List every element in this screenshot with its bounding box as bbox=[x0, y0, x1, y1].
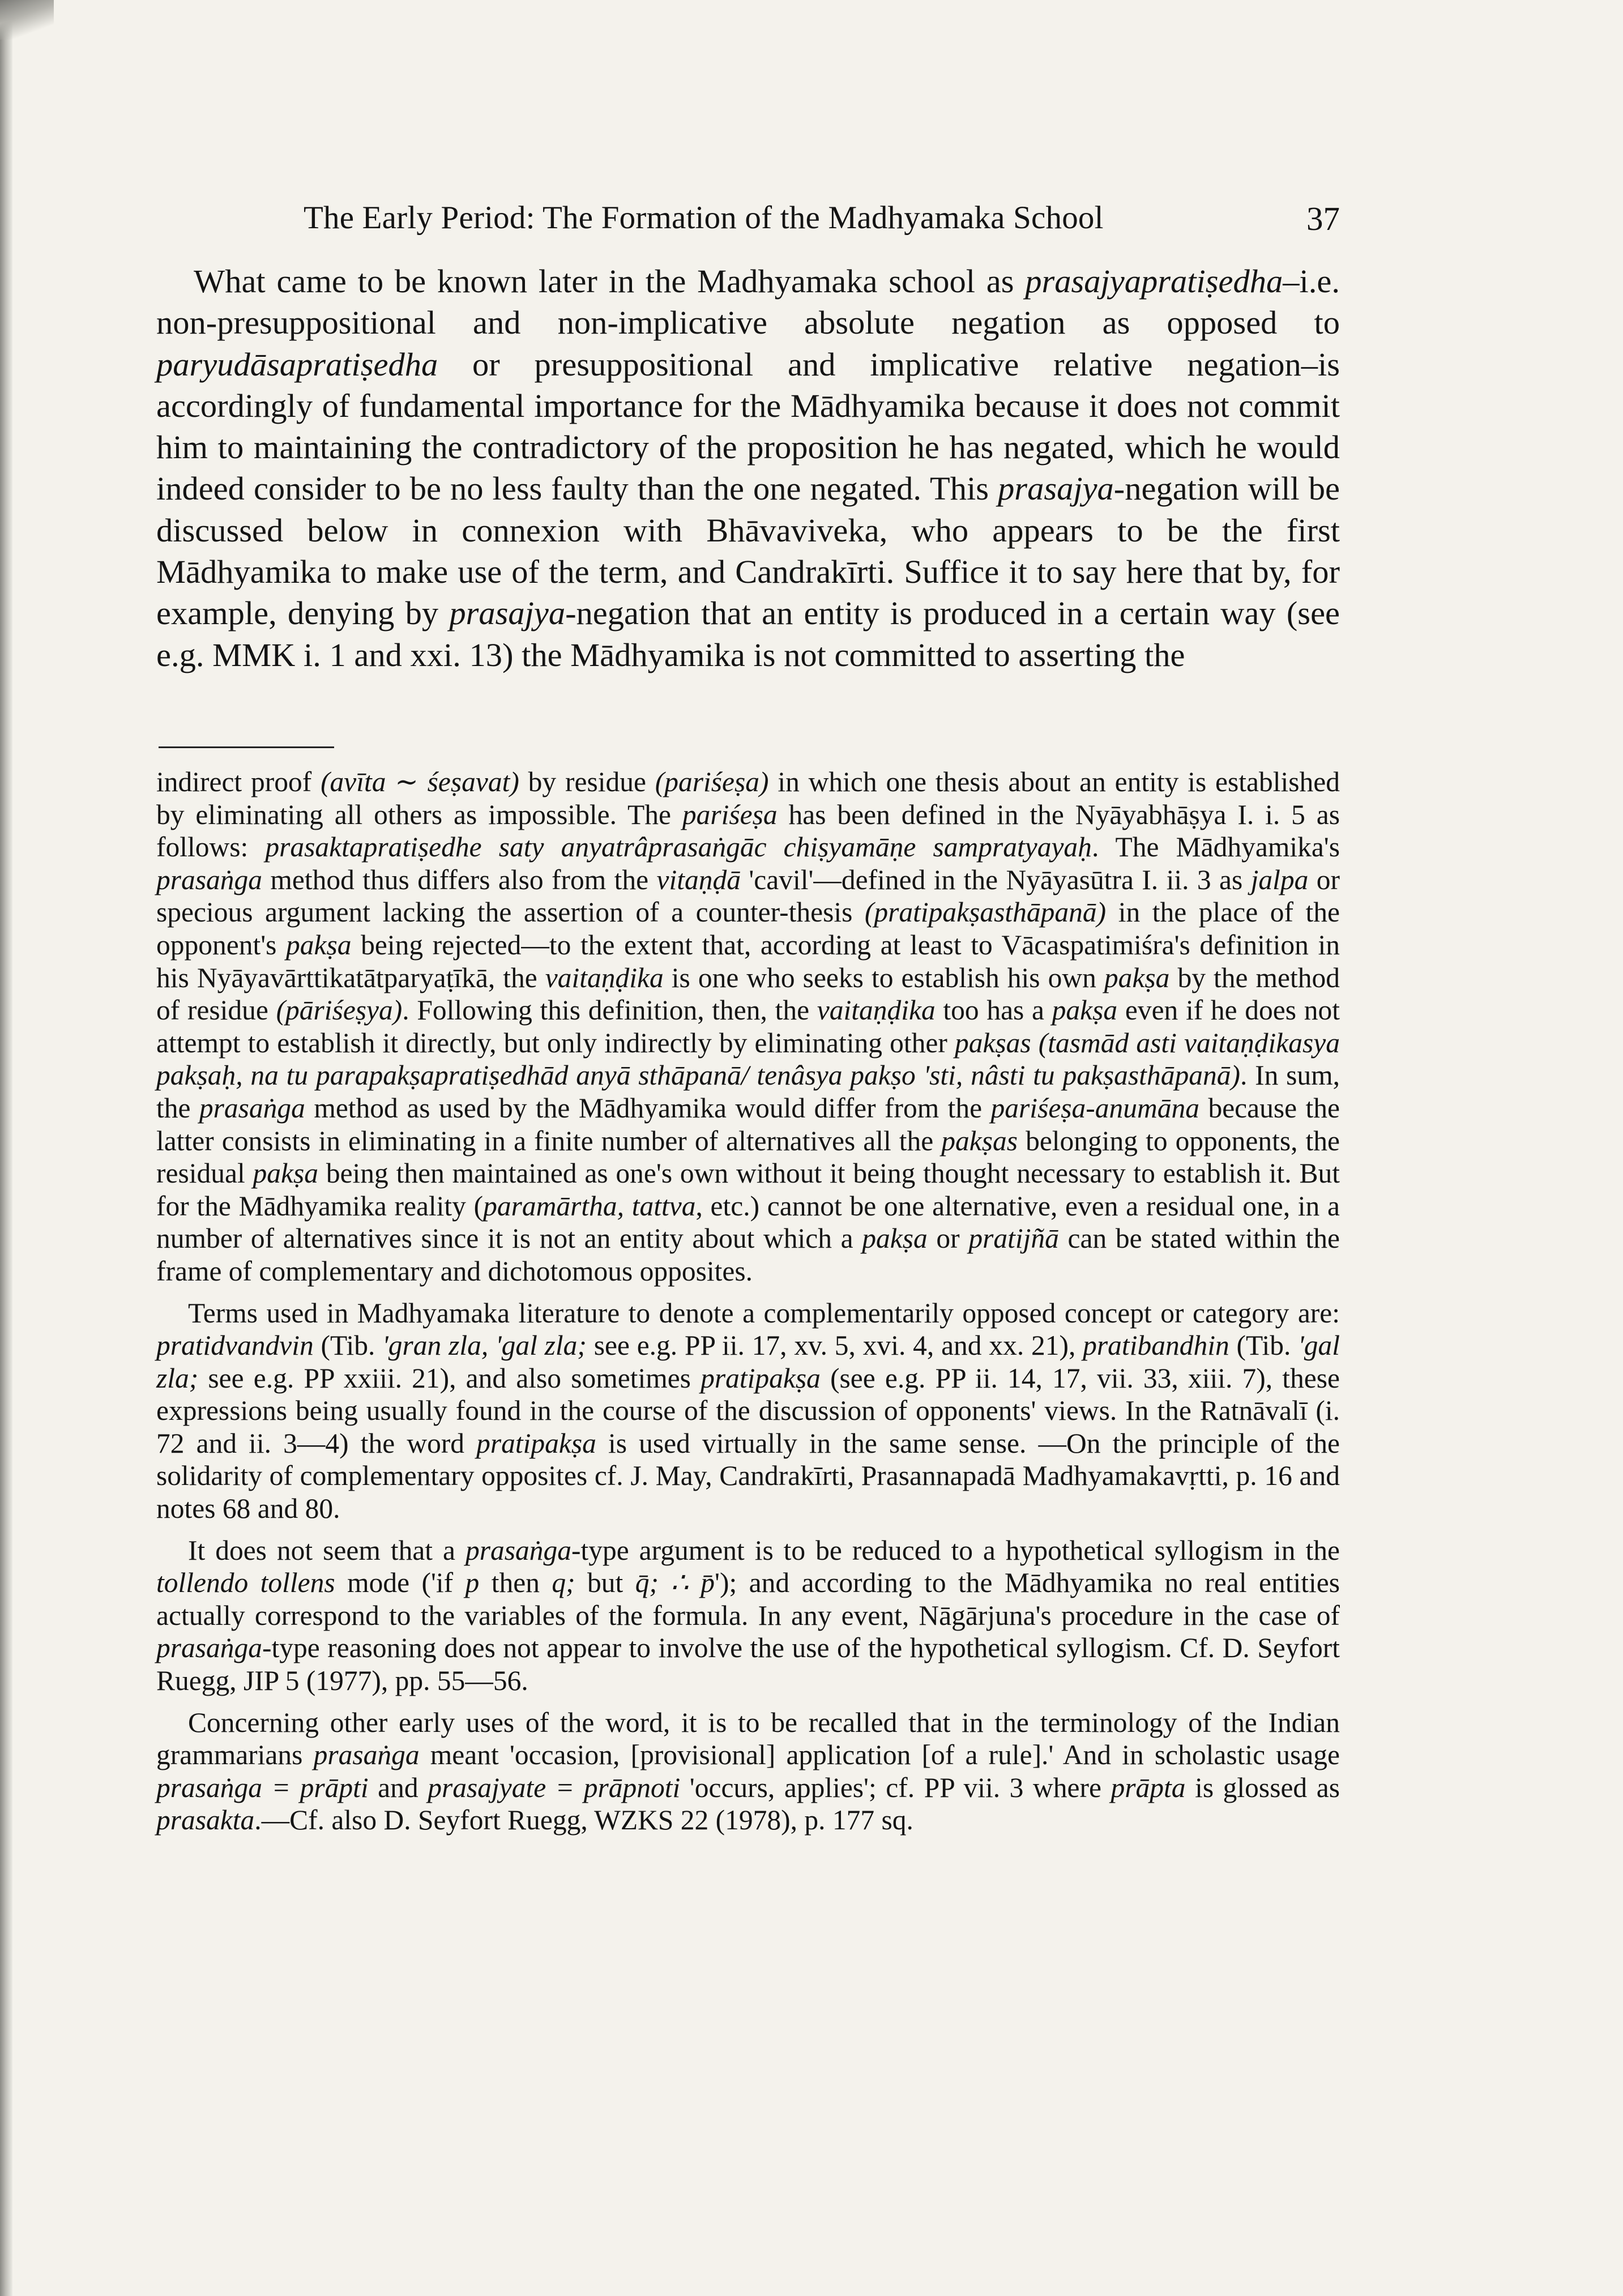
scan-page-edge bbox=[0, 0, 12, 2296]
text-run: is one who seeks to establish his own bbox=[663, 962, 1104, 993]
running-head bbox=[156, 199, 1340, 245]
text-run: even if he does not attempt to establish it directly, but only indirectly by eliminating other bbox=[156, 995, 1340, 1059]
footnotes bbox=[156, 766, 1340, 1846]
italic-text: pakṣas (tasmād asti vaitaṇḍikasya pakṣaḥ, na tu parapakṣapratiṣedhād anyā sthāpanā/ tenâsya pakṣo 'sti, nâsti tu pakṣasthāpanā) bbox=[156, 1027, 1340, 1091]
text-run: . The Mādhyamika's bbox=[1091, 831, 1340, 863]
text-run: -type argument is to be reduced to a hypothetical syllogism in the bbox=[571, 1534, 1340, 1566]
text-run: (Tib. bbox=[1229, 1330, 1299, 1362]
italic-text: (pāriśeṣya) bbox=[276, 995, 403, 1026]
italic-text: prasaṅga bbox=[199, 1092, 305, 1124]
text-run: then bbox=[479, 1567, 552, 1599]
text-run: and bbox=[368, 1772, 428, 1803]
text-run: but bbox=[575, 1567, 635, 1599]
footnote-divider bbox=[159, 746, 334, 748]
running-title: The Early Period: The Formation of the Madhyamaka School bbox=[304, 200, 1104, 236]
italic-text: 'gal zla; bbox=[156, 1330, 1340, 1394]
text-run: can be stated within the frame of complementary and dichotomous opposites. bbox=[156, 1223, 1340, 1287]
footnote-paragraph bbox=[156, 1706, 1340, 1837]
italic-text: prasajya bbox=[998, 470, 1114, 507]
italic-text: tollendo tollens bbox=[156, 1567, 335, 1599]
italic-text: prasajyate = prāpnoti bbox=[428, 1772, 681, 1803]
italic-text: prasakta bbox=[156, 1804, 255, 1836]
italic-text: pakṣa bbox=[286, 929, 352, 961]
italic-text: pratidvandvin bbox=[156, 1330, 314, 1362]
text-run: in the place of the opponent's bbox=[156, 897, 1340, 961]
text-run: see e.g. PP ii. 17, xv. 5, xvi. 4, and xx. 21), bbox=[586, 1330, 1083, 1362]
text-run: .—Cf. also D. Seyfort Ruegg, WZKS 22 (1978), p. 177 sq. bbox=[254, 1804, 913, 1836]
italic-text: prasaṅga bbox=[156, 1632, 263, 1664]
italic-text: q; bbox=[552, 1567, 575, 1599]
text-run: -negation will be discussed below in connexion with Bhāvaviveka, who appears to be the first Mādhyamika to make use of the term, and Candrakīrti. Suffice it to say here that by, for example, denying by bbox=[156, 470, 1340, 632]
text-run: , etc.) cannot be one alternative, even a residual one, in a number of alternatives since it is not an entity about which a bbox=[156, 1190, 1340, 1254]
text-run: It does not seem that a bbox=[188, 1534, 465, 1566]
italic-text: pariśeṣa-anumāna bbox=[990, 1092, 1200, 1124]
italic-text: paryudāsapratiṣedha bbox=[156, 345, 438, 383]
italic-text: pariśeṣa bbox=[682, 799, 778, 830]
text-run: '); and according to the Mādhyamika no real entities actually correspond to the variables of the formula. In any event, Nāgārjuna's procedure in the case of bbox=[156, 1567, 1340, 1631]
text-run: or specious argument lacking the assertion of a counter-thesis bbox=[156, 864, 1340, 928]
italic-text: p bbox=[465, 1567, 480, 1599]
text-run: is used virtually in the same sense. —On the principle of the solidarity of complementary opposites cf. J. May, Candrakīrti, Prasannapadā Madhyamakavṛtti, p. 16 and notes 68 and 80. bbox=[156, 1427, 1340, 1525]
text-run: -negation that an entity is produced in a certain way (see e.g. MMK i. 1 and xxi. 13) the Mādhyamika is not committed to asserting the bbox=[156, 595, 1340, 673]
text-run: Terms used in Madhyamaka literature to denote a complementarily opposed concept or category are: bbox=[188, 1297, 1340, 1329]
text-run: being then maintained as one's own without it being thought necessary to establish it. But for the Mādhyamika reality ( bbox=[156, 1158, 1340, 1222]
footnote-paragraph bbox=[156, 1534, 1340, 1697]
italic-text: pratipakṣa bbox=[476, 1427, 596, 1459]
text-run: mode ('if bbox=[335, 1567, 465, 1599]
italic-text: prasaktapratiṣedhe saty anyatrâprasaṅgāc chiṣyamāṇe sampratyayaḥ bbox=[265, 831, 1092, 863]
text-run: see e.g. PP xxiii. 21), and also sometimes bbox=[198, 1362, 701, 1394]
text-run: method thus differs also from the bbox=[262, 864, 657, 895]
footnote-paragraph bbox=[156, 1297, 1340, 1525]
italic-text: (pariśeṣa) bbox=[655, 766, 769, 797]
text-run: 'occurs, applies'; cf. PP vii. 3 where bbox=[680, 1772, 1111, 1803]
italic-text: prasaṅga = prāpti bbox=[156, 1772, 369, 1803]
body-text bbox=[156, 261, 1340, 676]
italic-text: pakṣa bbox=[1104, 962, 1170, 993]
italic-text: vitaṇḍā bbox=[656, 864, 741, 895]
text-run: has been defined in the Nyāyabhāṣya I. i. 5 as follows: bbox=[156, 799, 1340, 863]
italic-text: q̄; ∴ p̄ bbox=[635, 1567, 715, 1599]
page-number: 37 bbox=[1306, 200, 1340, 237]
text-run: . In sum, the bbox=[156, 1060, 1340, 1124]
text-run: or bbox=[927, 1223, 969, 1254]
italic-text: pratipakṣa bbox=[701, 1362, 821, 1394]
footnote-paragraph bbox=[156, 766, 1340, 1288]
italic-text: paramārtha, tattva bbox=[483, 1190, 696, 1222]
text-run: 'cavil'—defined in the Nyāyasūtra I. ii. 3 as bbox=[741, 864, 1251, 895]
text-run: -type reasoning does not appear to involve the use of the hypothetical syllogism. Cf. D. Seyfort Ruegg, JIP 5 (1977), pp. 55—56. bbox=[156, 1632, 1340, 1697]
text-run: indirect proof bbox=[156, 766, 321, 797]
italic-text: (pratipakṣasthāpanā) bbox=[864, 897, 1107, 928]
italic-text: pratibandhin bbox=[1083, 1330, 1229, 1362]
text-run: or presuppositional and implicative relative negation–is accordingly of fundamental importance for the Mādhyamika because it does not commit him to maintaining the contradictory of the proposition he has negated, which he would indeed consider to be no less faulty than the one negated. This bbox=[156, 345, 1340, 507]
italic-text: pakṣa bbox=[1052, 995, 1118, 1026]
text-run: by the method of residue bbox=[156, 962, 1340, 1026]
text-run: . Following this definition, then, the bbox=[402, 995, 817, 1026]
text-run: (see e.g. PP ii. 14, 17, vii. 33, xiii. 7), these expressions being usually found in the course of the discussion of opponents' views. In the Ratnāvalī (i. 72 and ii. 3—4) the word bbox=[156, 1362, 1340, 1459]
italic-text: prasajya bbox=[449, 595, 566, 632]
italic-text: (avīta ∼ śeṣavat) bbox=[321, 766, 519, 797]
italic-text: pakṣa bbox=[862, 1223, 928, 1254]
text-run: by residue bbox=[519, 766, 655, 797]
italic-text: 'gran zla, 'gal zla; bbox=[382, 1330, 587, 1362]
italic-text: prasajyapratiṣedha bbox=[1025, 263, 1283, 300]
text-run: meant 'occasion, [provisional] application [of a rule].' And in scholastic usage bbox=[419, 1739, 1340, 1771]
italic-text: vaitaṇḍika bbox=[545, 962, 664, 993]
text-run: Concerning other early uses of the word, it is to be recalled that in the terminology of the Indian grammarians bbox=[156, 1706, 1340, 1771]
text-run: What came to be known later in the Madhyamaka school as bbox=[194, 263, 1026, 300]
italic-text: pakṣas bbox=[941, 1125, 1018, 1156]
italic-text: prāpta bbox=[1111, 1772, 1186, 1803]
italic-text: pakṣa bbox=[253, 1158, 318, 1189]
italic-text: pratijñā bbox=[968, 1223, 1059, 1254]
text-run: belonging to opponents, the residual bbox=[156, 1125, 1340, 1189]
text-run: being rejected—to the extent that, according at least to Vācaspatimiśra's definition in his Nyāyavārttikatātparyaṭīkā, the bbox=[156, 929, 1340, 993]
italic-text: prasaṅga bbox=[156, 864, 263, 895]
scan-corner-shadow bbox=[0, 0, 54, 40]
italic-text: prasaṅga bbox=[465, 1534, 571, 1566]
text-run: too has a bbox=[935, 995, 1052, 1026]
text-run: method as used by the Mādhyamika would differ from the bbox=[305, 1092, 991, 1124]
text-run: because the latter consists in eliminating in a finite number of alternatives all the bbox=[156, 1092, 1340, 1156]
body-paragraph bbox=[156, 261, 1340, 676]
italic-text: jalpa bbox=[1250, 864, 1309, 895]
italic-text: vaitaṇḍika bbox=[817, 995, 936, 1026]
text-run: –i.e. non-presuppositional and non-implicative absolute negation as opposed to bbox=[156, 263, 1340, 342]
text-run: in which one thesis about an entity is established by eliminating all others as impossible. The bbox=[156, 766, 1340, 830]
text-run: is glossed as bbox=[1185, 1772, 1340, 1803]
text-run: (Tib. bbox=[313, 1330, 383, 1362]
italic-text: prasaṅga bbox=[313, 1739, 420, 1771]
